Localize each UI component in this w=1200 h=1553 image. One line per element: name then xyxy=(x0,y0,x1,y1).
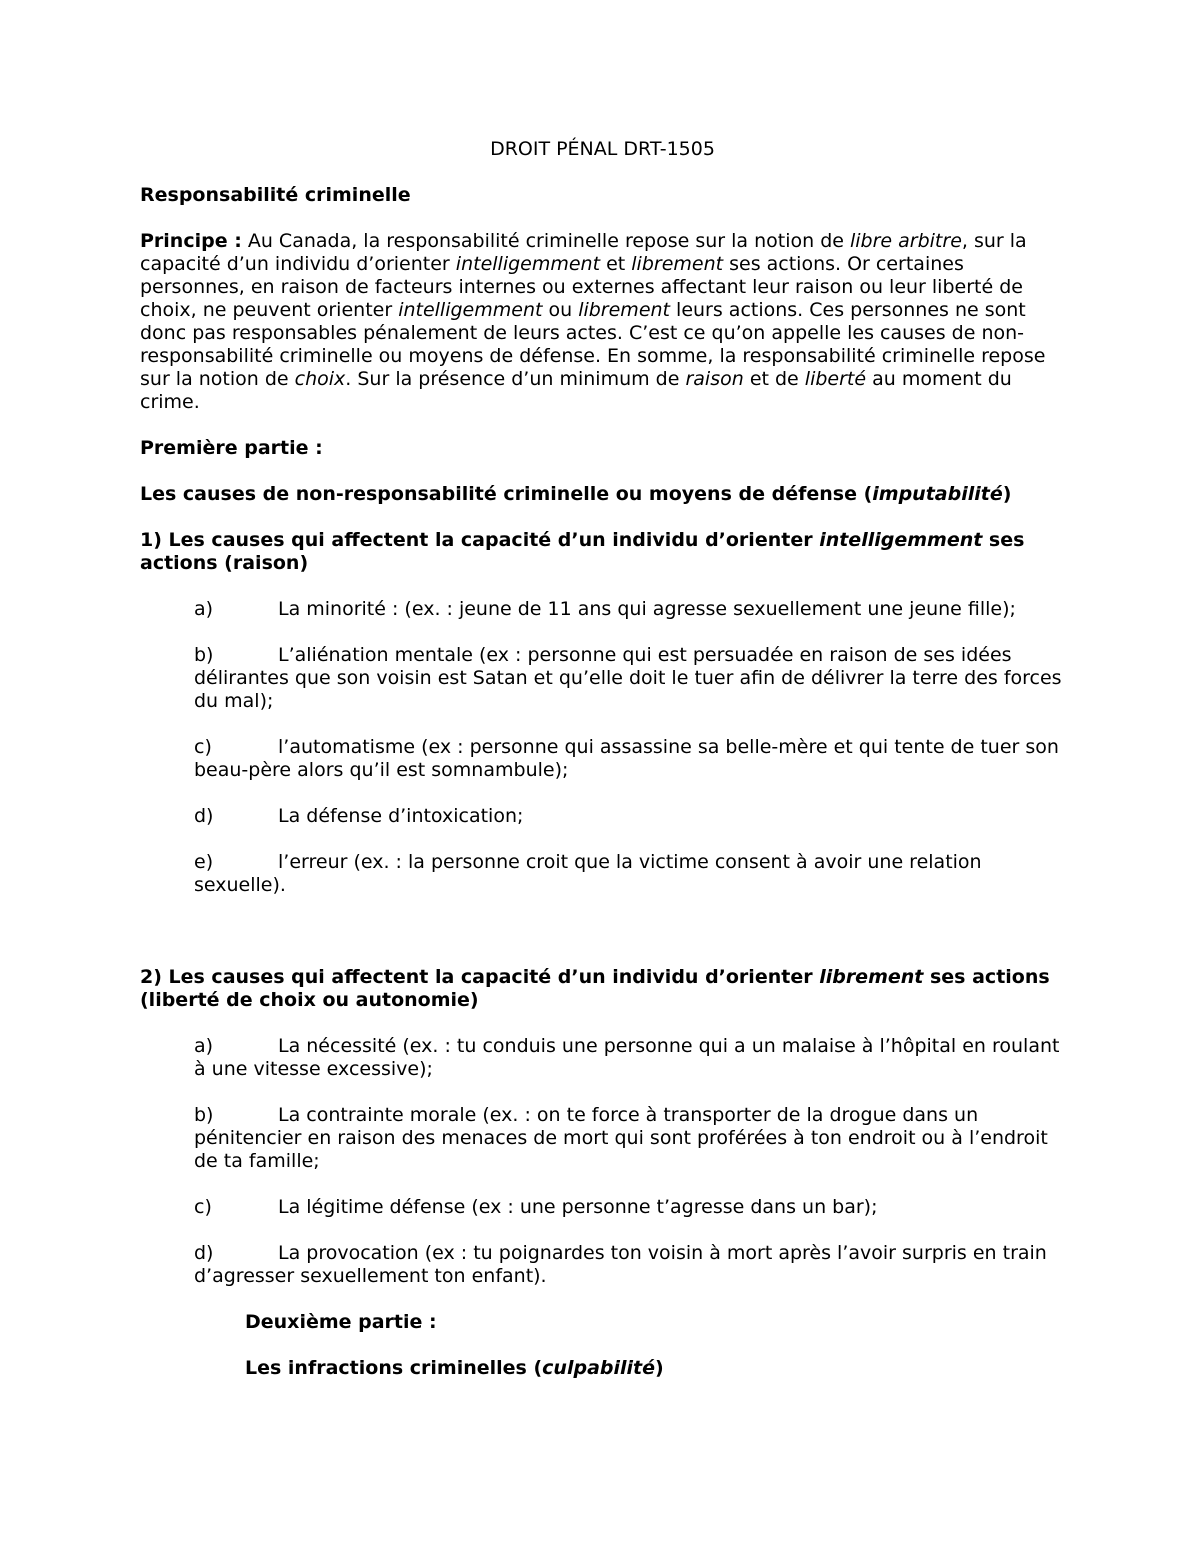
list-item-text: La contrainte morale (ex. : on te force à transporter de la drogue dans un pénitencier en raison des menaces de mort qui sont proférées à ton endroit ou à l’endroit de ta famille; xyxy=(194,1104,1048,1172)
principle-text: ou xyxy=(542,299,579,321)
list-item-letter: e) xyxy=(194,851,214,873)
list-item-letter: a) xyxy=(194,598,214,620)
principle-text: et xyxy=(600,253,632,275)
section-heading: Responsabilité criminelle xyxy=(140,184,411,206)
principle-text: , sur la capacité d’un individu d’orienter xyxy=(140,230,1027,275)
list-item-text: La légitime défense (ex : une personne t’agresse dans un bar); xyxy=(278,1196,878,1218)
principle-paragraph xyxy=(140,230,1065,414)
principle-emphasis: intelligemment xyxy=(455,253,601,275)
document-page xyxy=(140,138,1065,1403)
principle-text: leurs actions. Ces personnes ne sont donc pas responsables pénalement de leurs actes. C’est ce qu’on appelle les causes de non-responsabilité criminelle ou moyens de défense. En somme, la responsabilité criminelle repose sur la notion de xyxy=(140,299,1046,390)
list-item-text: La défense d’intoxication; xyxy=(278,805,524,827)
part1-heading: Première partie : xyxy=(140,437,323,459)
list-item xyxy=(194,1242,1065,1288)
list-item-text: La nécessité (ex. : tu conduis une personne qui a un malaise à l’hôpital en roulant à une vitesse excessive); xyxy=(194,1035,1060,1080)
list-item-text: l’automatisme (ex : personne qui assassine sa belle-mère et qui tente de tuer son beau-père alors qu’il est somnambule); xyxy=(194,736,1059,781)
list-item-letter: b) xyxy=(194,1104,214,1126)
list-item-text: La provocation (ex : tu poignardes ton voisin à mort après l’avoir surpris en train d’agresser sexuellement ton enfant). xyxy=(194,1242,1047,1287)
principle-label: Principe : xyxy=(140,230,242,252)
group1-heading: 1) Les causes qui affectent la capacité d’un individu d’orienter intelligemment ses actions (raison) xyxy=(140,529,1025,574)
part2-heading: Deuxième partie : xyxy=(245,1311,437,1333)
list-item-text: La minorité : (ex. : jeune de 11 ans qui agresse sexuellement une jeune fille); xyxy=(278,598,1016,620)
blank-line xyxy=(140,920,1065,966)
document-title: DROIT PÉNAL DRT-1505 xyxy=(490,138,715,160)
principle-emphasis: liberté xyxy=(804,368,867,390)
principle-text: Au Canada, la responsabilité criminelle repose sur la notion de xyxy=(241,230,850,252)
list-item-letter: d) xyxy=(194,1242,214,1264)
list-item xyxy=(194,1035,1065,1081)
list-item xyxy=(194,805,1065,828)
list-item xyxy=(194,598,1065,621)
list-item xyxy=(194,644,1065,713)
list-item-text: l’erreur (ex. : la personne croit que la victime consent à avoir une relation sexuelle). xyxy=(194,851,982,896)
part1-subheading: Les causes de non-responsabilité criminelle ou moyens de défense (imputabilité) xyxy=(140,483,1012,505)
list-item xyxy=(194,1104,1065,1173)
principle-emphasis: libre arbitre xyxy=(849,230,962,252)
group2-heading: 2) Les causes qui affectent la capacité d’un individu d’orienter librement ses actions (liberté de choix ou autonomie) xyxy=(140,966,1050,1011)
list-item-letter: c) xyxy=(194,736,212,758)
principle-text: au moment du crime. xyxy=(140,368,1012,413)
principle-emphasis: librement xyxy=(631,253,724,275)
principle-emphasis: raison xyxy=(685,368,744,390)
list-item xyxy=(194,1196,1065,1219)
list-item-text: L’aliénation mentale (ex : personne qui est persuadée en raison de ses idées délirantes que son voisin est Satan et qu’elle doit le tuer afin de délivrer la terre des forces du mal); xyxy=(194,644,1062,712)
list-item xyxy=(194,736,1065,782)
list-item-letter: a) xyxy=(194,1035,214,1057)
list-item-letter: b) xyxy=(194,644,214,666)
list-item xyxy=(194,851,1065,897)
principle-text: et de xyxy=(743,368,805,390)
part2-subheading: Les infractions criminelles (culpabilité) xyxy=(245,1357,664,1379)
list-item-letter: d) xyxy=(194,805,214,827)
principle-emphasis: librement xyxy=(578,299,670,321)
principle-emphasis: choix xyxy=(294,368,346,390)
principle-text: ses actions. Or certaines personnes, en raison de facteurs internes ou externes affectant leur raison ou leur liberté de choix, ne peuvent orienter xyxy=(140,253,1023,321)
principle-emphasis: intelligemment xyxy=(398,299,543,321)
list-item-letter: c) xyxy=(194,1196,212,1218)
principle-text: . Sur la présence d’un minimum de xyxy=(345,368,686,390)
